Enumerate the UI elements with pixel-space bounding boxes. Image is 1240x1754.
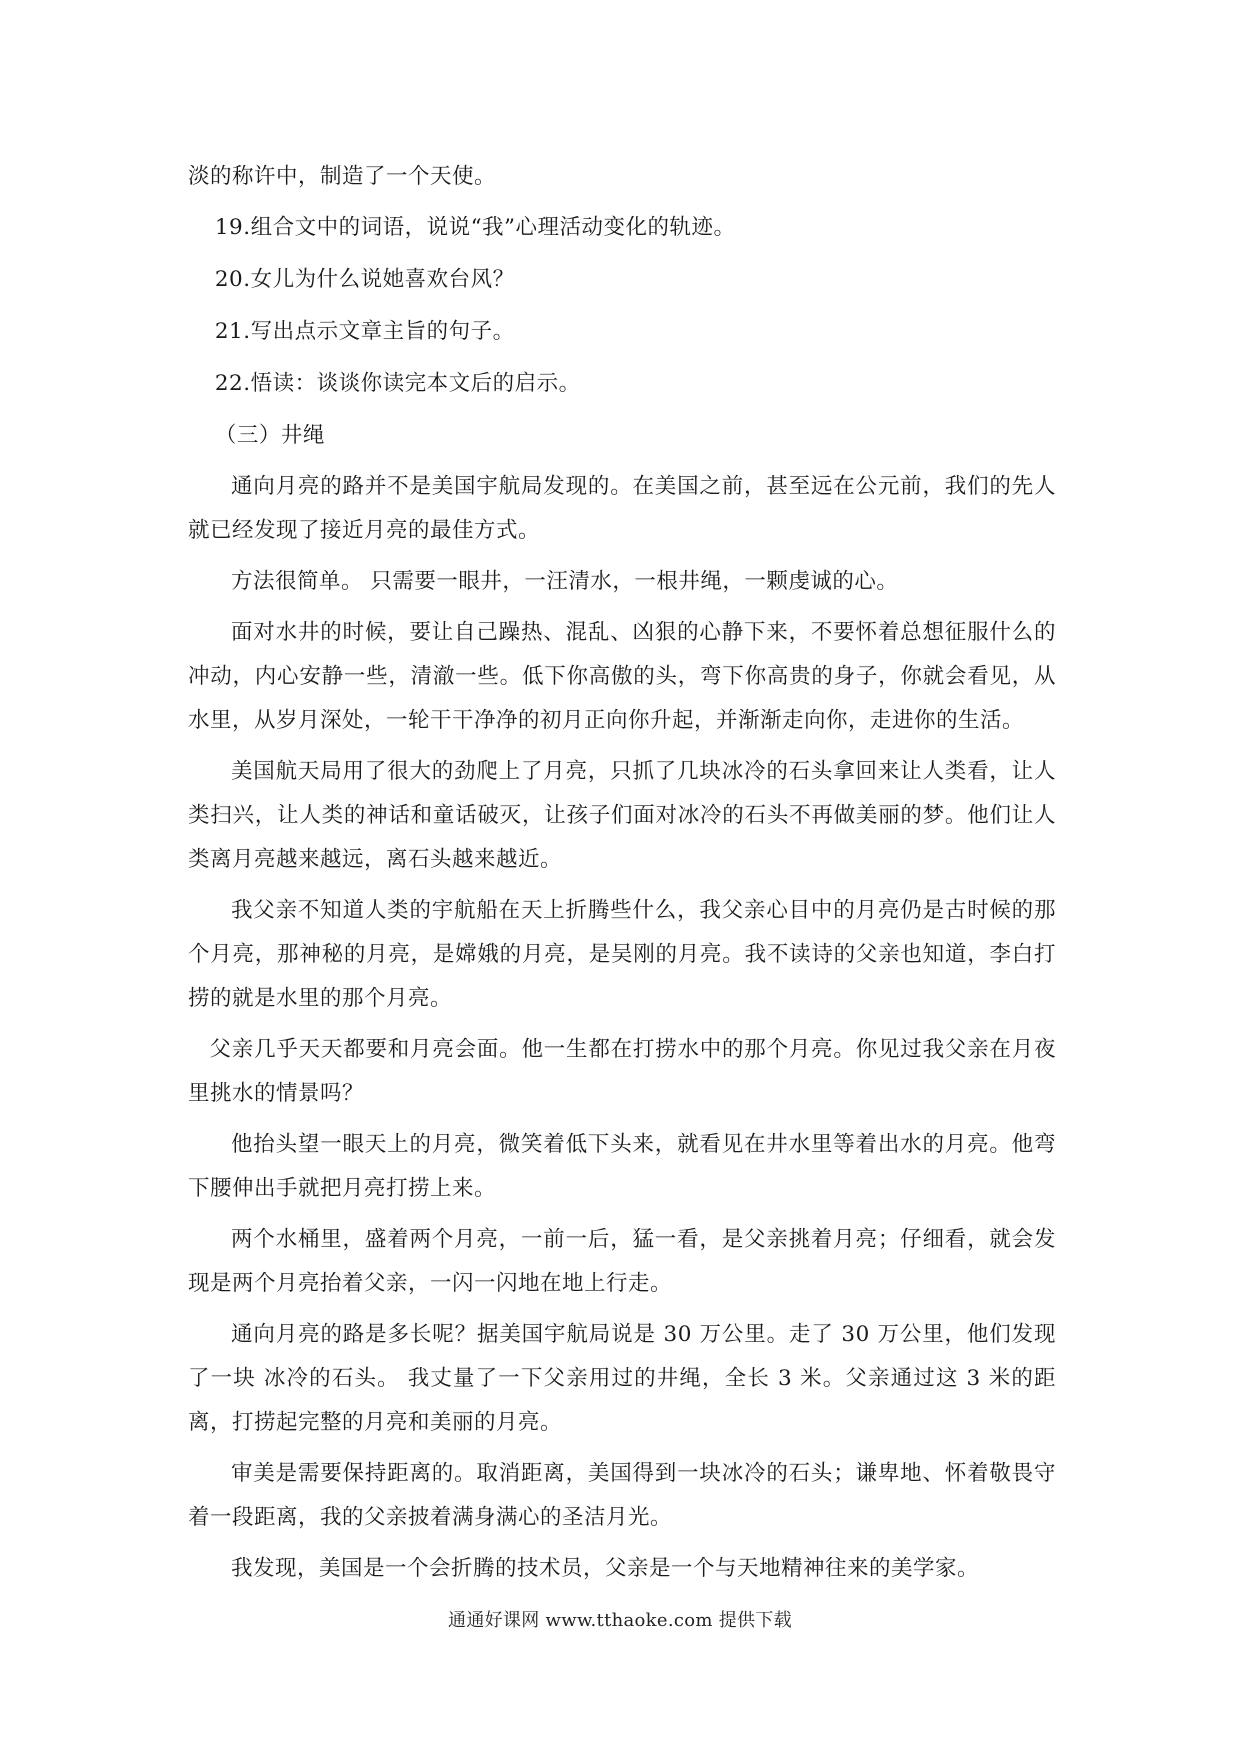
body-paragraph: 面对水井的时候，要让自己躁热、混乱、凶狠的心静下来，不要怀着总想征服什么的冲动，内心安静一些，清澈一些。低下你高傲的头，弯下你高贵的身子，你就会看见，从水里，从岁月深处，一轮干干净净的初月正向你升起，并渐渐走向你，走进你的生活。 [188, 620, 1056, 733]
body-paragraph: 他抬头望一眼天上的月亮，微笑着低下头来，就看见在井水里等着出水的月亮。他弯下腰伸出手就把月亮打捞上来。 [188, 1132, 1056, 1201]
body-paragraph: 我发现，美国是一个会折腾的技术员，父亲是一个与天地精神往来的美学家。 [231, 1556, 980, 1581]
body-paragraph: 我父亲不知道人类的宇航船在天上折腾些什么，我父亲心目中的月亮仍是古时候的那个月亮，那神秘的月亮，是嫦娥的月亮，是吴刚的月亮。我不读诗的父亲也知道，李白打捞的就是水里的那个月亮。 [188, 898, 1056, 1011]
continued-paragraph: 淡的称许中，制造了一个天使。 [188, 164, 497, 189]
document-body [188, 155, 1056, 1598]
page-footer: 通通好课网 www.tthaoke.com 提供下载 [448, 1610, 792, 1631]
question-20: 20.女儿为什么说她喜欢台风？ [214, 267, 515, 292]
section-heading: （三）井绳 [214, 423, 325, 448]
body-paragraph: 美国航天局用了很大的劲爬上了月亮，只抓了几块冰冷的石头拿回来让人类看，让人类扫兴，让人类的神话和童话破灭，让孩子们面对冰冷的石头不再做美丽的梦。他们让人类离月亮越来越远，离石头越来越近。 [188, 759, 1056, 872]
body-paragraph: 审美是需要保持距离的。取消距离，美国得到一块冰冷的石头；谦卑地、怀着敬畏守着一段距离，我的父亲披着满身满心的圣洁月光。 [188, 1461, 1056, 1530]
body-paragraph: 通向月亮的路并不是美国宇航局发现的。在美国之前，甚至远在公元前，我们的先人就已经发现了接近月亮的最佳方式。 [188, 474, 1056, 543]
body-paragraph: 两个水桶里，盛着两个月亮，一前一后，猛一看，是父亲挑着月亮；仔细看，就会发现是两个月亮抬着父亲，一闪一闪地在地上行走。 [188, 1227, 1056, 1296]
question-22: 22.悟读：谈谈你读完本文后的启示。 [214, 371, 581, 396]
body-paragraph: 方法很简单。 只需要一眼井，一汪清水，一根井绳，一颗虔诚的心。 [231, 569, 899, 594]
body-paragraph: 通向月亮的路是多长呢？据美国宇航局说是 30 万公里。走了 30 万公里，他们发现了一块 冰冷的石头。 我丈量了一下父亲用过的井绳，全长 3 米。父亲通过这 3 米的距离，打捞起完整的月亮和美丽的月亮。 [188, 1322, 1056, 1435]
body-paragraph: 父亲几乎天天都要和月亮会面。他一生都在打捞水中的那个月亮。你见过我父亲在月夜里挑水的情景吗？ [188, 1037, 1056, 1106]
question-21: 21.写出点示文章主旨的句子。 [214, 319, 515, 344]
question-19: 19.组合文中的词语，说说“我”心理活动变化的轨迹。 [214, 215, 736, 240]
